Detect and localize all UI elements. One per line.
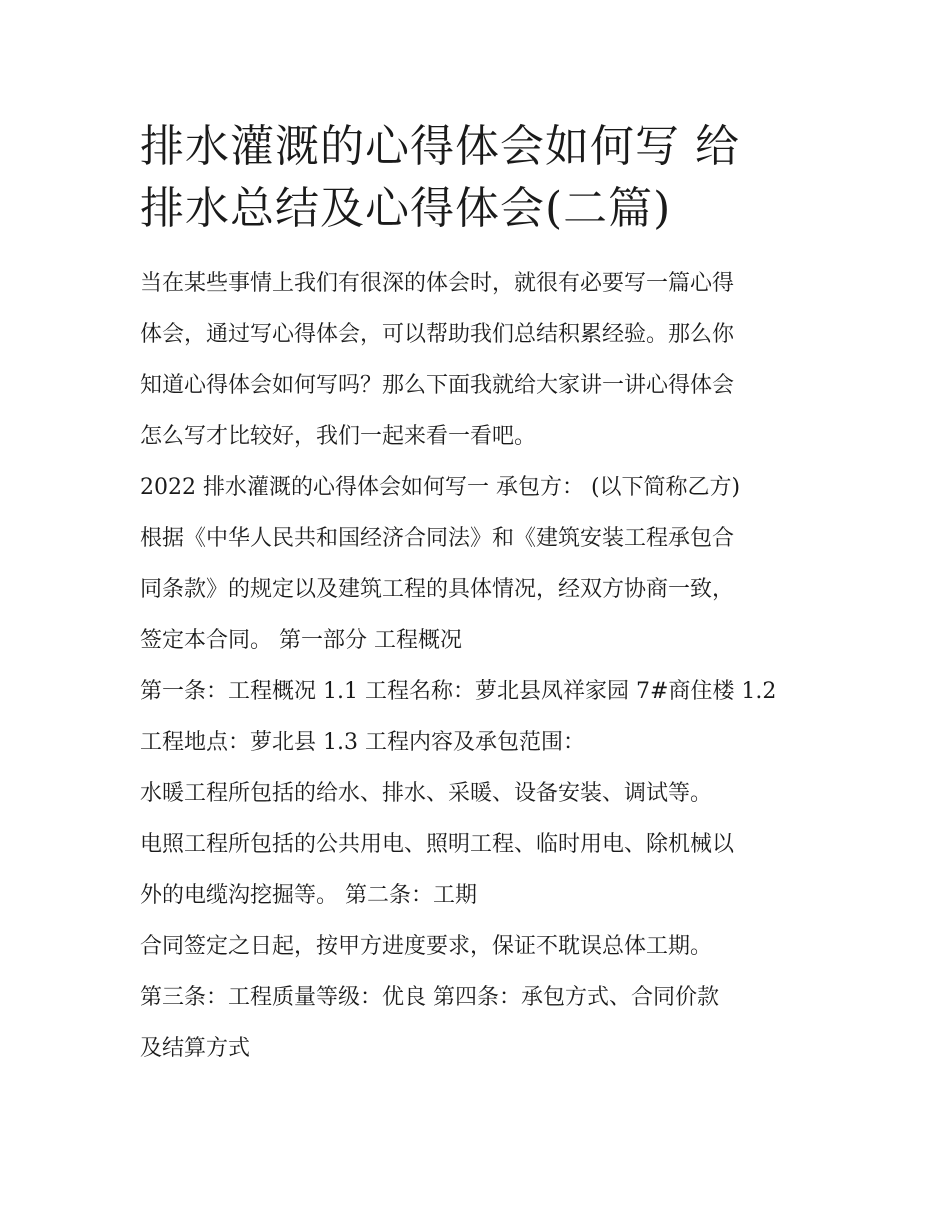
document-title [140, 0, 820, 240]
title-line-2: 排水总结及心得体会(二篇) [140, 183, 672, 234]
body-line: 水暖工程所包括的给水、排水、采暖、设备安装、调试等。 [140, 781, 713, 806]
body-line: 第三条：工程质量等级：优良 第四条：承包方式、合同价款 [140, 985, 719, 1010]
body-line: 电照工程所包括的公共用电、照明工程、临时用电、除机械以 [140, 832, 735, 857]
body-line: 体会，通过写心得体会，可以帮助我们总结积累经验。那么你 [140, 322, 735, 347]
body-line: 及结算方式 [140, 1036, 251, 1061]
body-line: 知道心得体会如何写吗？那么下面我就给大家讲一讲心得体会 [140, 373, 735, 398]
body-line: 2022 排水灌溉的心得体会如何写一 承包方： (以下简称乙方) [140, 475, 741, 500]
body-line: 同条款》的规定以及建筑工程的具体情况，经双方协商一致， [140, 577, 735, 602]
title-line-1: 排水灌溉的心得体会如何写 给 [140, 121, 740, 172]
body-line: 第一条：工程概况 1.1 工程名称：萝北县凤祥家园 7#商住楼 1.2 [140, 679, 777, 704]
body-line: 外的电缆沟挖掘等。 第二条：工期 [140, 883, 477, 908]
body-line: 合同签定之日起，按甲方进度要求，保证不耽误总体工期。 [140, 934, 713, 959]
body-line: 怎么写才比较好，我们一起来看一看吧。 [140, 424, 537, 449]
document-body [140, 258, 820, 1074]
body-line: 当在某些事情上我们有很深的体会时，就很有必要写一篇心得 [140, 271, 735, 296]
body-line: 工程地点：萝北县 1.3 工程内容及承包范围： [140, 730, 585, 755]
body-line: 根据《中华人民共和国经济合同法》和《建筑安装工程承包合 [140, 526, 735, 551]
body-line: 签定本合同。 第一部分 工程概况 [140, 628, 462, 653]
